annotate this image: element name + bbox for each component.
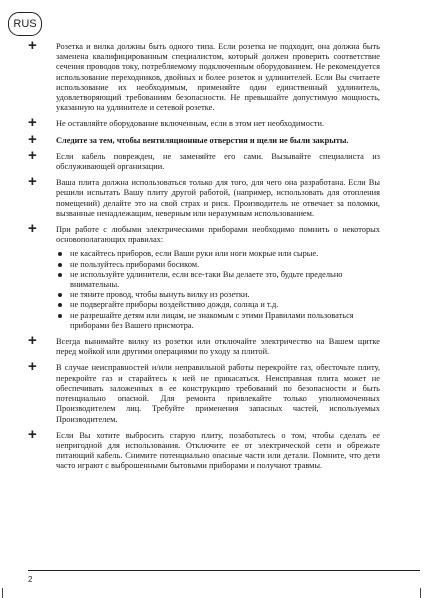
item-text: При работе с любыми электрическими приборами необходимо помнить о некоторых основополагающих правилах: (56, 225, 380, 245)
item-text: Всегда вынимайте вилку из розетки или отключайте электричество на Вашем щитке перед мойкой или другими операциями по уходу за плитой. (56, 337, 380, 357)
plus-icon: + (28, 220, 37, 238)
list-item (28, 220, 380, 331)
list-item (28, 114, 380, 132)
sublist-item (56, 300, 380, 310)
sublist-item (56, 270, 380, 290)
bullet-dot-icon (58, 303, 62, 307)
plus-icon: + (28, 173, 37, 191)
item-text: Если Вы хотите выбросить старую плиту, позаботьтесь о том, чтобы сделать ее непригодной для использования. Отключите ее от электрической сети и обрежьте питающий кабель. Снимите потенциально опасные части или детали. Помните, что дети часто играют с выброшенными бытовыми приборами и получают травмы. (56, 430, 380, 471)
rules-sublist (56, 249, 380, 331)
sublist-item-text: не используйте удлинители, если все-таки Вы делаете это, будьте предельно внимательны. (70, 269, 343, 290)
sublist-item-text: не касайтесь приборов, если Ваши руки или ноги мокрые или сырые. (70, 249, 319, 259)
sublist-item (56, 311, 380, 331)
plus-icon: + (28, 37, 37, 54)
bullet-dot-icon (58, 293, 62, 297)
item-text: Розетка и вилка должны быть одного типа. Если розетка не подходит, она должна быть заменена квалифицированным специалистом, который должен проверить соответствие сечения проводов току, потребляемому подключенным оборудованием. Не рекомендуется использование переходников, двойных и более розеток и удлинителей. Если Вы считаете использование их необходимым, применяйте один единственный удлинитель, удовлетворяющий требованиям безопасности. Не превышайте допустимую мощность, указанную на удлинителе и сетевой розетке. (56, 42, 380, 113)
item-text: Не оставляйте оборудование включенным, если в этом нет необходимости. (56, 119, 325, 129)
sublist-item (56, 260, 380, 270)
plus-icon: + (28, 332, 37, 350)
sublist-item (56, 249, 380, 259)
item-text: В случае неисправностей и/или неправильной работы перекройте газ, обесточьте плиту, перекройте газ и старайтесь к ней не прикасаться. Неисправная плита может не обеспечивать заложенных в ее конструкцию требований по безопасности и быть потенциально опасной. Для ремонта привлекайте только уполномоченных Производителем лиц. Требуйте применения запасных частей, используемых Производителем. (56, 363, 380, 424)
list-item (28, 332, 380, 357)
plus-icon: + (28, 146, 37, 164)
language-badge: RUS (8, 12, 42, 36)
crop-mark (420, 588, 421, 598)
list-item (28, 425, 380, 472)
plus-icon: + (28, 114, 37, 132)
list-item (28, 358, 380, 424)
list-item (28, 130, 380, 148)
item-text: Следите за тем, чтобы вентиляционные отверстия и щели не были закрыты. (56, 135, 349, 145)
sublist-item-text: не тяните провод, чтобы вынуть вилку из розетки. (70, 290, 250, 300)
list-item (28, 37, 380, 113)
item-text: Если кабель поврежден, не заменяйте его сами. Вызывайте специалиста из обслуживающей организации. (56, 151, 380, 172)
bullet-dot-icon (58, 252, 62, 256)
page-number: 2 (28, 575, 33, 584)
plus-icon: + (28, 358, 37, 376)
sublist-item (56, 290, 380, 300)
plus-icon: + (28, 130, 37, 148)
plus-icon: + (28, 425, 37, 443)
list-item (28, 146, 380, 172)
bullet-dot-icon (58, 314, 62, 318)
item-text: Ваша плита должна использоваться только для того, для чего она разработана. Если Вы решили испытать Вашу плиту другой работой, (например, использовать для отопления помещений) делайте это на свой страх и риск. Производитель не отвечает за поломки, вызванные ненадлежащим, неверным или неразумным использованием. (56, 178, 380, 218)
sublist-item-text: не подвергайте приборы воздействию дождя, солнца и т.д. (70, 300, 279, 310)
bullet-dot-icon (58, 263, 62, 267)
sublist-item-text: не разрешайте детям или лицам, не знакомым с этими Правилами пользоваться приборами без Вашего присмотра. (70, 310, 354, 330)
sublist-item-text: не пользуйтесь приборами босиком. (70, 259, 200, 269)
footer-divider (28, 570, 420, 571)
crop-mark (2, 588, 3, 598)
safety-instructions (28, 37, 380, 478)
list-item (28, 173, 380, 219)
bullet-dot-icon (58, 273, 62, 277)
